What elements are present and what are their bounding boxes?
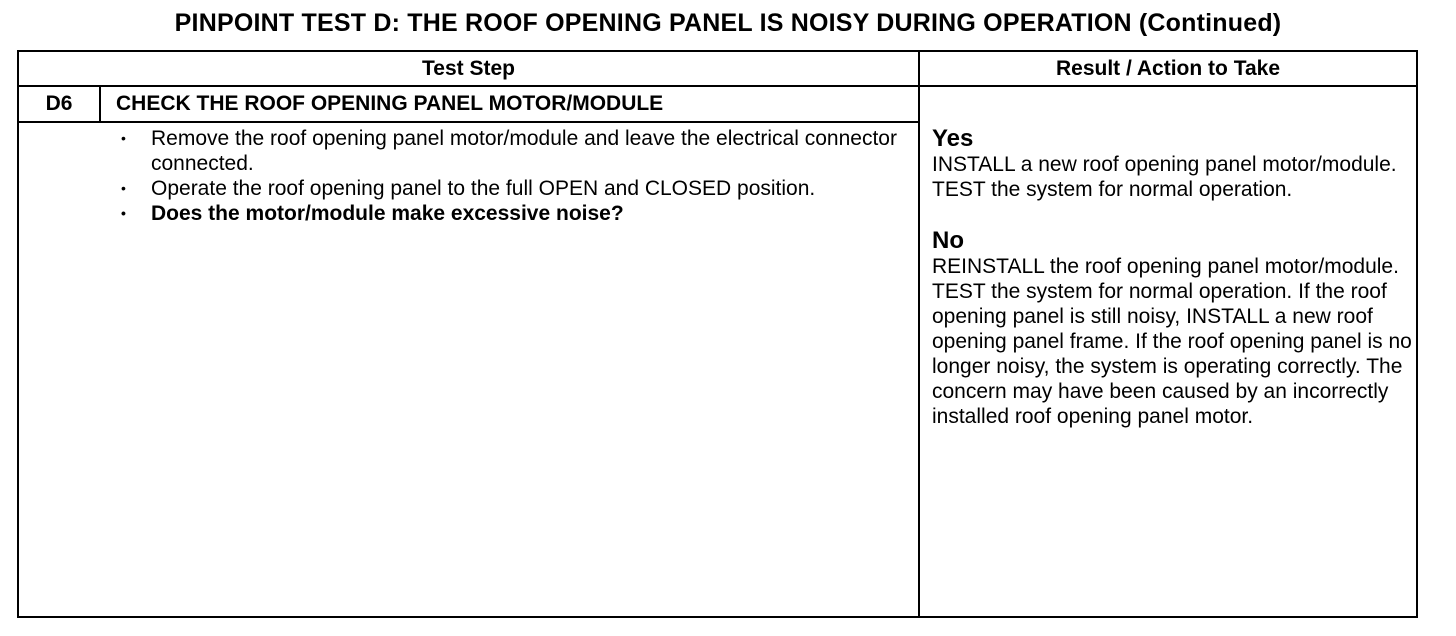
bullet-icon: • <box>121 130 126 146</box>
bullet-icon: • <box>121 180 126 196</box>
step-item-text: Remove the roof opening panel motor/module and leave the electrical connector connected. <box>151 127 897 175</box>
step-item-text: Operate the roof opening panel to the full OPEN and CLOSED position. <box>151 177 816 200</box>
column-divider <box>918 52 920 616</box>
list-item-question <box>109 201 899 226</box>
result-no-label: No <box>932 227 964 254</box>
result-no-block <box>932 228 1416 429</box>
header-test-step: Test Step <box>422 57 515 80</box>
result-yes-label: Yes <box>932 125 974 152</box>
result-column <box>932 126 1416 429</box>
step-instructions <box>109 126 899 226</box>
list-item <box>109 176 899 201</box>
list-item <box>109 126 899 176</box>
result-no-text: REINSTALL the roof opening panel motor/module. TEST the system for normal operation. If the roof opening panel is still noisy, INSTALL a new roof opening panel frame. If the roof opening panel is no longer noisy, the system is operating correctly. The concern may have been caused by an incorrectly installed roof opening panel motor. <box>932 255 1412 428</box>
result-yes-block <box>932 126 1416 202</box>
bullet-icon: • <box>121 205 126 221</box>
table-header-row <box>19 52 1416 87</box>
step-question-text: Does the motor/module make excessive noise? <box>151 202 624 225</box>
step-id: D6 <box>19 87 101 121</box>
step-title-row <box>19 87 918 123</box>
page-title: PINPOINT TEST D: THE ROOF OPENING PANEL IS NOISY DURING OPERATION (Continued) <box>174 9 1282 37</box>
result-yes-text: INSTALL a new roof opening panel motor/module. TEST the system for normal operation. <box>932 153 1397 201</box>
step-title: CHECK THE ROOF OPENING PANEL MOTOR/MODULE <box>116 92 664 115</box>
pinpoint-test-table <box>17 50 1418 618</box>
header-result-action: Result / Action to Take <box>1055 57 1281 80</box>
